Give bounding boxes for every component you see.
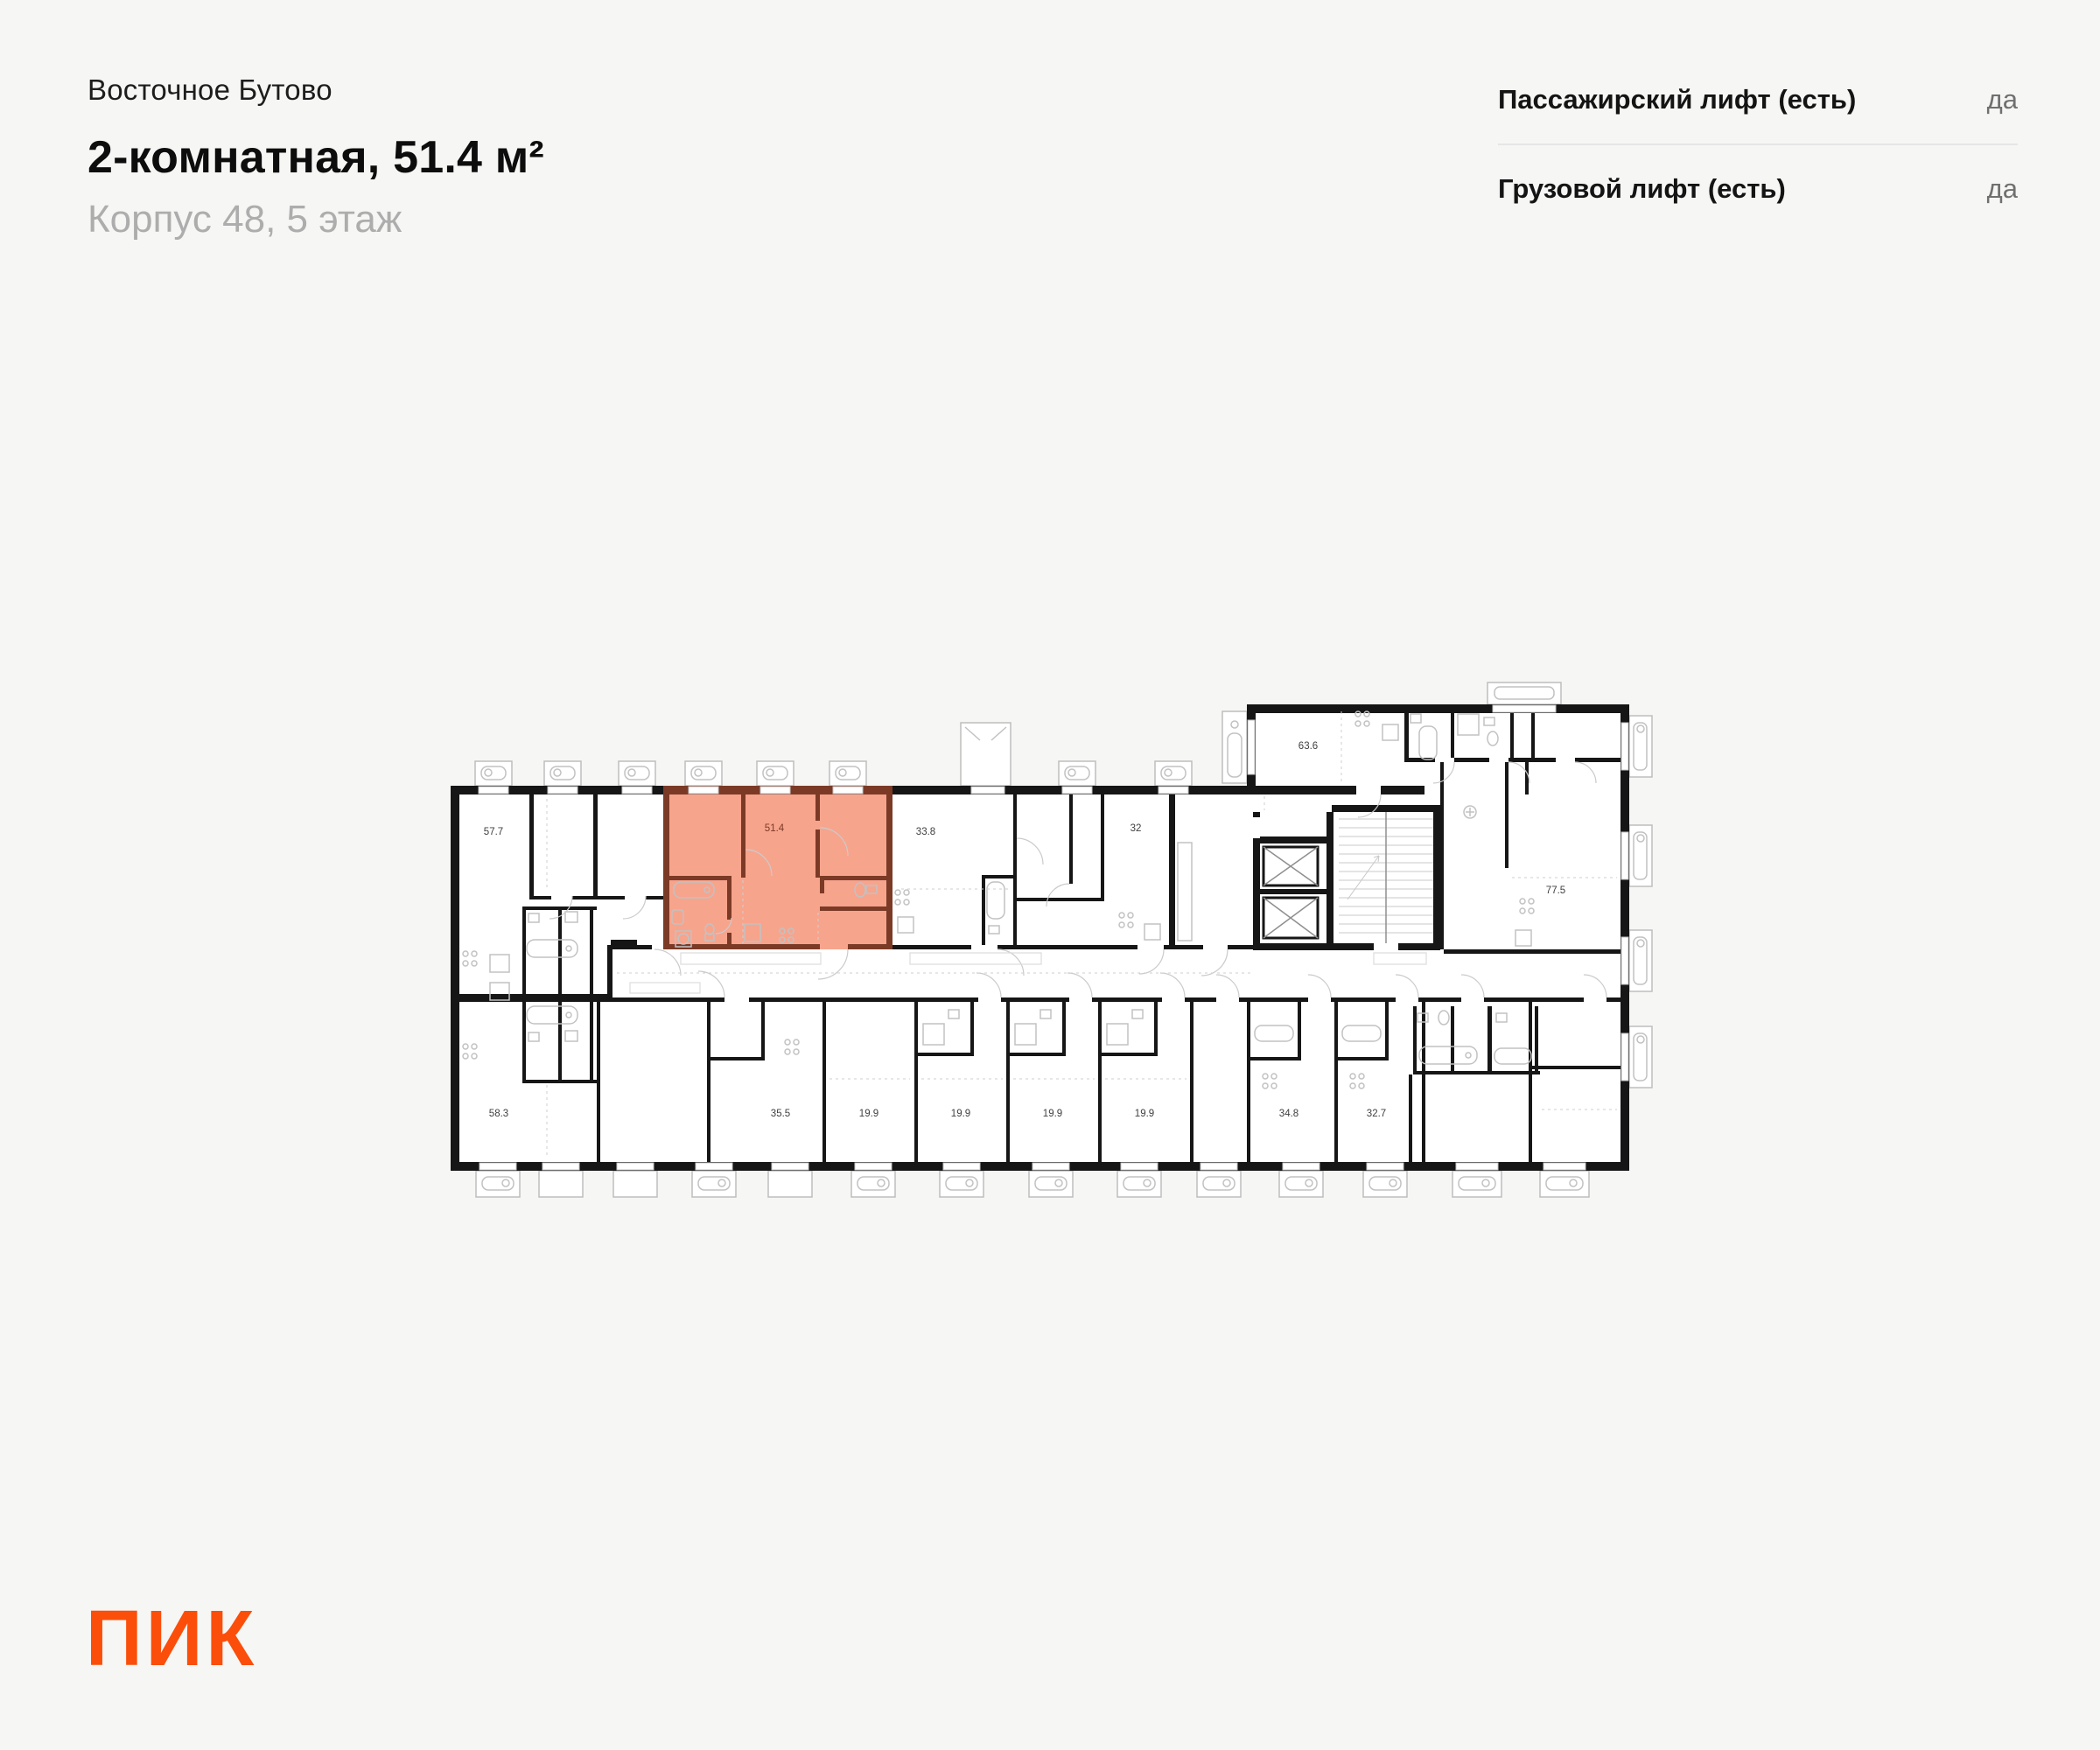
- lift-cargo-value: да: [1986, 173, 2018, 204]
- project-name: Восточное Бутово: [88, 74, 332, 106]
- page-subtitle: Корпус 48, 5 этаж: [88, 198, 402, 241]
- lift-passenger-label: Пассажирский лифт (есть): [1498, 84, 1857, 115]
- room-area-label: 33.8: [915, 827, 936, 837]
- room-area-label: 19.9: [858, 1109, 879, 1119]
- header: [88, 74, 544, 242]
- lift-passenger-value: да: [1986, 84, 2018, 115]
- room-area-label: 32: [1130, 823, 1142, 834]
- page-title: 2-комнатная, 51.4 м²: [88, 132, 544, 183]
- pik-logo[interactable]: ПИК: [86, 1595, 258, 1683]
- lift-cargo-label: Грузовой лифт (есть): [1498, 173, 1786, 204]
- room-area-label: 63.6: [1298, 741, 1319, 752]
- lift-row-passenger: [1498, 56, 2018, 144]
- room-area-label: 35.5: [770, 1109, 791, 1119]
- room-area-label: 77.5: [1545, 886, 1566, 896]
- room-area-label: 19.9: [1134, 1109, 1155, 1119]
- room-area-label: 19.9: [1042, 1109, 1063, 1119]
- lift-row-cargo: [1498, 145, 2018, 233]
- room-area-label: 51.4: [764, 823, 785, 834]
- room-area-label: 57.7: [483, 827, 504, 837]
- lift-info-panel: [1498, 56, 2018, 233]
- room-area-label: 34.8: [1278, 1109, 1299, 1119]
- highlighted-apartment-fill: [665, 788, 891, 948]
- room-area-label: 19.9: [950, 1109, 971, 1119]
- room-area-label: 32.7: [1366, 1109, 1387, 1119]
- floor-plan-svg: [446, 681, 1654, 1209]
- floor-plan: [446, 681, 1654, 1209]
- room-area-label: 58.3: [488, 1109, 509, 1119]
